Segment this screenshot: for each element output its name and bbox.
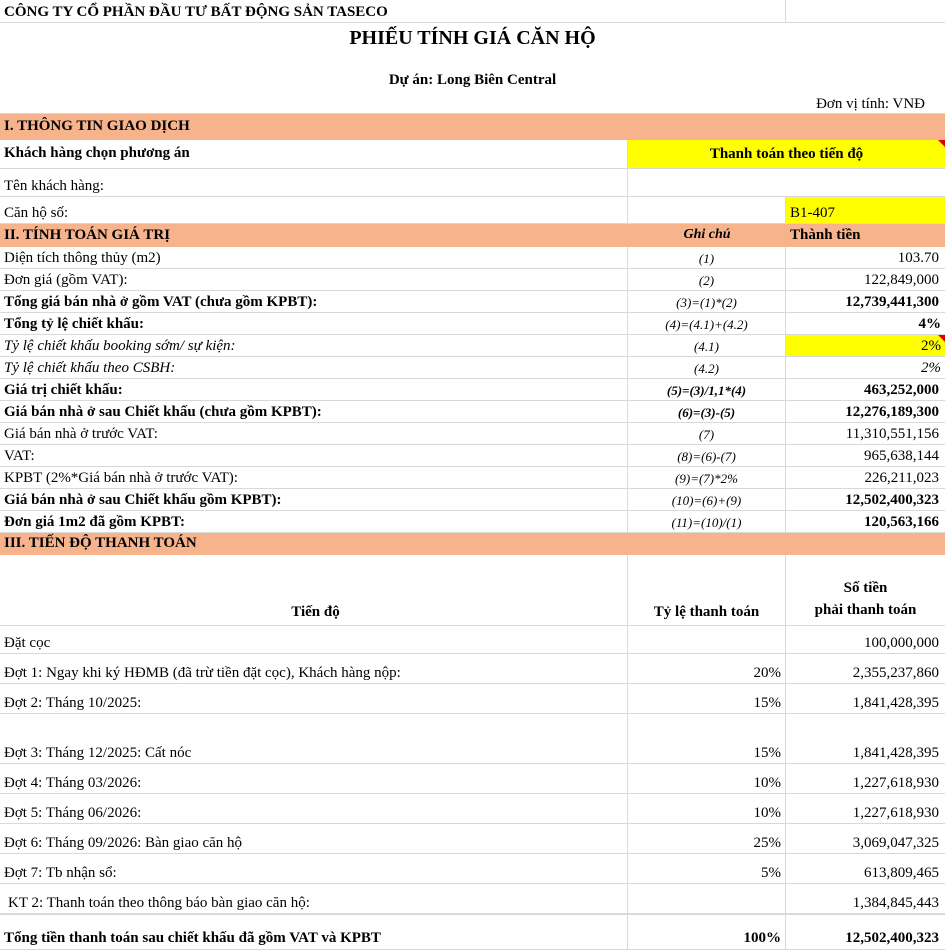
col-amount-line-1: Số tiền: [843, 580, 888, 596]
customer-value[interactable]: [628, 169, 945, 196]
title-row: [0, 23, 945, 53]
calc-label: VAT:: [0, 445, 628, 466]
unit-row: [0, 92, 945, 113]
calc-label: Tổng tỷ lệ chiết khấu:: [0, 313, 628, 334]
col-progress: Tiến độ: [0, 555, 628, 625]
plan-value-text: Thanh toán theo tiến độ: [709, 145, 864, 162]
calc-value: 11,310,551,156: [845, 426, 939, 442]
col-rate: Tỷ lệ thanh toán: [628, 555, 786, 625]
schedule-rate: 15%: [628, 714, 786, 763]
schedule-amount: 100,000,000: [864, 635, 939, 651]
calc-note: (2): [628, 269, 786, 290]
amount-header: Thành tiền: [790, 226, 861, 243]
page-title: PHIẾU TÍNH GIÁ CĂN HỘ: [349, 26, 596, 49]
calc-value: 12,276,189,300: [845, 404, 939, 420]
section-2-title: II. TÍNH TOÁN GIÁ TRỊ: [4, 226, 171, 243]
unit-note: Đơn vị tính: VNĐ: [816, 96, 925, 112]
schedule-header-row: [0, 555, 945, 626]
calc-note: (9)=(7)*2%: [628, 467, 786, 488]
calc-row: [0, 445, 945, 467]
calc-row: [0, 269, 945, 291]
comment-marker-icon: [938, 335, 945, 342]
schedule-rate: 10%: [628, 764, 786, 793]
customer-label: Tên khách hàng:: [0, 169, 628, 196]
calc-label: Đơn giá 1m2 đã gồm KPBT:: [0, 511, 628, 532]
calc-row: [0, 313, 945, 335]
schedule-label: Đợt 6: Tháng 09/2026: Bàn giao căn hộ: [0, 824, 628, 853]
schedule-label: Đợt 4: Tháng 03/2026:: [0, 764, 628, 793]
calc-row: [0, 379, 945, 401]
schedule-row: [0, 854, 945, 884]
calc-value-text: 2%: [921, 338, 941, 354]
schedule-row: [0, 626, 945, 654]
calc-note: (8)=(6)-(7): [628, 445, 786, 466]
comment-marker-icon: [938, 140, 945, 147]
calc-value: 226,211,023: [864, 470, 939, 486]
note-header: Ghi chú: [683, 227, 731, 242]
calc-note: (5)=(3)/1,1*(4): [628, 379, 786, 400]
calc-row: [0, 467, 945, 489]
calc-label: Đơn giá (gồm VAT):: [0, 269, 628, 290]
section-3-title: III. TIẾN ĐỘ THANH TOÁN: [4, 535, 197, 551]
schedule-rate: [628, 884, 786, 913]
schedule-rate: 5%: [628, 854, 786, 883]
calc-value: 4%: [918, 316, 941, 332]
calc-row: [0, 247, 945, 269]
total-label: Tổng tiền thanh toán sau chiết khấu đã gồm VAT và KPBT: [0, 915, 628, 949]
calc-value: 2%: [921, 360, 941, 376]
calc-label: Diện tích thông thủy (m2): [0, 247, 628, 268]
project-name: Dự án: Long Biên Central: [388, 71, 557, 88]
schedule-amount: 2,355,237,860: [852, 665, 939, 681]
calc-label: Tỷ lệ chiết khấu theo CSBH:: [0, 357, 628, 378]
calc-note: (7): [628, 423, 786, 444]
section-1-title: I. THÔNG TIN GIAO DỊCH: [4, 118, 190, 134]
schedule-label: Đợt 1: Ngay khi ký HĐMB (đã trừ tiền đặt cọc), Khách hàng nộp:: [0, 654, 628, 683]
section-3-header: [0, 533, 945, 555]
calc-label: Giá bán nhà ở sau Chiết khấu (chưa gồm KPBT):: [0, 401, 628, 422]
calc-row: [0, 357, 945, 379]
total-row: [0, 914, 945, 950]
schedule-row: [0, 794, 945, 824]
plan-row: [0, 140, 945, 169]
calc-label: KPBT (2%*Giá bán nhà ở trước VAT):: [0, 467, 628, 488]
schedule-label: Đợt 5: Tháng 06/2026:: [0, 794, 628, 823]
customer-row: [0, 169, 945, 197]
schedule-label: Đặt cọc: [0, 626, 628, 653]
schedule-row: [0, 824, 945, 854]
company-row: [0, 0, 945, 23]
calc-row: [0, 489, 945, 511]
calc-value: 12,502,400,323: [845, 492, 939, 508]
calc-row: [0, 511, 945, 533]
total-rate: 100%: [628, 915, 786, 949]
calc-note: (11)=(10)/(1): [628, 511, 786, 532]
schedule-row: [0, 684, 945, 714]
calc-label: Giá bán nhà ở trước VAT:: [0, 423, 628, 444]
schedule-row: [0, 654, 945, 684]
calc-row: [0, 423, 945, 445]
schedule-rate: [628, 626, 786, 653]
schedule-label: Đợt 3: Tháng 12/2025: Cất nóc: [0, 714, 628, 763]
apartment-row: [0, 197, 945, 224]
schedule-rate: 25%: [628, 824, 786, 853]
calc-value: 103.70: [897, 250, 939, 266]
col-amount-line-2: phải thanh toán: [814, 602, 917, 618]
calc-value[interactable]: [786, 335, 945, 356]
calc-value: 122,849,000: [864, 272, 939, 288]
col-amount: [786, 555, 945, 625]
project-row: [0, 68, 945, 92]
calc-label: Tổng giá bán nhà ở gồm VAT (chưa gồm KPBT):: [0, 291, 628, 312]
calc-note: (4)=(4.1)+(4.2): [628, 313, 786, 334]
schedule-rate: 10%: [628, 794, 786, 823]
calc-row: [0, 335, 945, 357]
calc-note: (1): [628, 247, 786, 268]
calc-value: 463,252,000: [864, 382, 939, 398]
total-amount: 12,502,400,323: [845, 930, 939, 946]
schedule-label: KT 2: Thanh toán theo thông báo bàn giao căn hộ:: [0, 884, 628, 913]
schedule-row: [0, 764, 945, 794]
calc-note: (6)=(3)-(5): [628, 401, 786, 422]
calc-value: 120,563,166: [864, 514, 939, 530]
schedule-amount: 1,227,618,930: [852, 805, 939, 821]
schedule-rate: 20%: [628, 654, 786, 683]
schedule-row: [0, 714, 945, 764]
calc-label: Tỷ lệ chiết khấu booking sớm/ sự kiện:: [0, 335, 628, 356]
calc-label: Giá trị chiết khấu:: [0, 379, 628, 400]
schedule-amount: 1,841,428,395: [852, 695, 939, 711]
calc-value: 12,739,441,300: [845, 294, 939, 310]
calc-value: 965,638,144: [864, 448, 939, 464]
schedule-amount: 1,384,845,443: [852, 895, 939, 911]
apartment-label: Căn hộ số:: [0, 197, 628, 223]
schedule-amount: 1,841,428,395: [852, 745, 939, 761]
plan-value[interactable]: [628, 140, 945, 168]
section-1-header: [0, 113, 945, 140]
company-name: CÔNG TY CỔ PHẦN ĐẦU TƯ BẤT ĐỘNG SẢN TASECO: [4, 4, 388, 20]
schedule-label: Đợt 2: Tháng 10/2025:: [0, 684, 628, 713]
calc-row: [0, 401, 945, 423]
schedule-row: [0, 884, 945, 914]
schedule-amount: 1,227,618,930: [852, 775, 939, 791]
calc-row: [0, 291, 945, 313]
plan-label: Khách hàng chọn phương án: [0, 140, 628, 168]
calc-label: Giá bán nhà ở sau Chiết khấu gồm KPBT):: [0, 489, 628, 510]
calc-note: (3)=(1)*(2): [628, 291, 786, 312]
schedule-amount: 613,809,465: [864, 865, 939, 881]
calc-note: (4.1): [628, 335, 786, 356]
calc-note: (4.2): [628, 357, 786, 378]
schedule-amount: 3,069,047,325: [852, 835, 939, 851]
calc-note: (10)=(6)+(9): [628, 489, 786, 510]
schedule-rate: 15%: [628, 684, 786, 713]
schedule-label: Đợt 7: Tb nhận sổ:: [0, 854, 628, 883]
apartment-value[interactable]: B1-407: [786, 197, 945, 223]
section-2-header: [0, 224, 945, 247]
